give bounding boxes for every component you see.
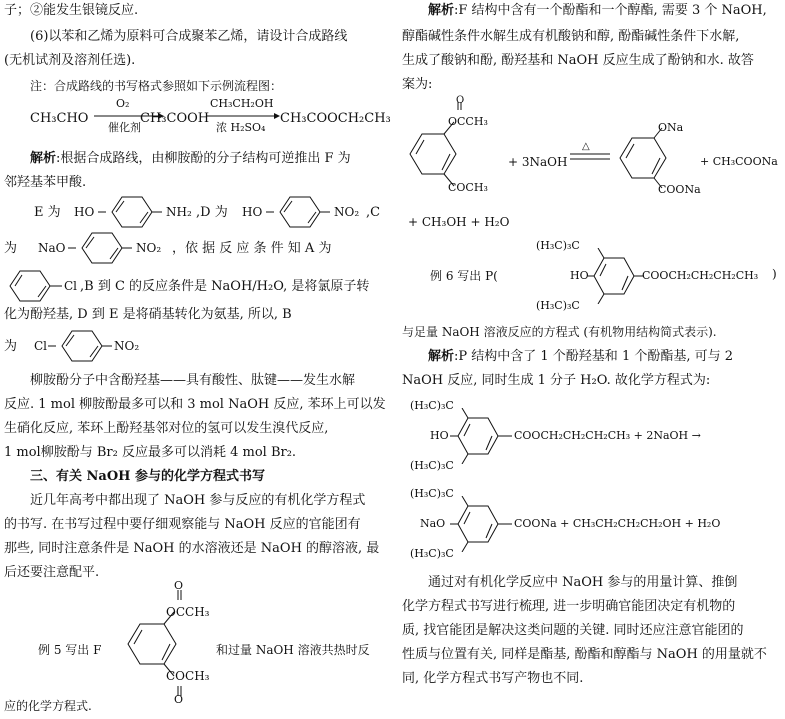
eq2-tbu-bottom-2: (H₃C)₃C (410, 547, 454, 560)
jiexi-label: 解析 (30, 151, 57, 166)
e-label: E 为 (34, 205, 61, 220)
eq1-o-top: O (456, 95, 465, 106)
b-no2: NO₂ (114, 339, 140, 353)
benzene-ring-d (266, 194, 330, 230)
eq2-tbu-top-2: (H₃C)₃C (410, 487, 454, 500)
text-line: 醇酯碱性条件水解生成有机酸钠和醇, 酚酯碱性条件下水解, (402, 29, 740, 44)
flow-arrow-2-top: CH₃CH₂OH (210, 97, 274, 110)
text-wei: 为 (4, 241, 18, 256)
ex6-ester: COOCH₂CH₂CH₂CH₃ (642, 269, 759, 282)
eq1-delta: △ (582, 141, 590, 152)
text-line: NaOH 反应, 同时生成 1 分子 H₂O. 故化学方程式为: (402, 373, 711, 388)
text-line: 邻羟基苯甲酸. (4, 175, 87, 190)
ex6-ho: HO (570, 269, 589, 282)
flow-end: CH₃COOCH₂CH₃ (280, 111, 391, 126)
eq1-coch3: COCH₃ (448, 181, 488, 194)
eq1-naoh: + 3NaOH (508, 155, 568, 169)
eq1-ona: ONa (658, 121, 684, 134)
flow-arrow-1-bottom: 催化剂 (108, 121, 141, 134)
text-line: 应的化学方程式. (4, 699, 92, 713)
jiexi-paragraph: 解析:F 结构中含有一个酚酯和一个醇酯, 需要 3 个 NaOH, (428, 3, 767, 18)
flow-arrow-2-bottom: 浓 H₂SO₄ (216, 121, 266, 134)
b-cl: Cl (34, 339, 48, 353)
f-occh3: OCCH₃ (166, 605, 210, 619)
text-line: 化为酚羟基, D 到 E 是将硝基转化为氨基, 所以, B (4, 307, 292, 322)
text-line: 近几年高考中都出现了 NaOH 参与反应的有机化学方程式 (30, 493, 366, 508)
f-o-top: O (174, 579, 184, 592)
text-line: 生成了酸钠和酚, 酚羟基和 NaOH 反应生成了酚钠和水. 故答 (402, 53, 754, 68)
eq2-ho: HO (430, 429, 449, 442)
text-line: 那些, 同时注意条件是 NaOH 的水溶液还是 NaOH 的醇溶液, 最 (4, 541, 380, 556)
eq1-coona: COONa (658, 183, 701, 196)
text-line: 与足量 NaOH 溶液反应的方程式 (有机物用结构简式表示). (402, 325, 717, 339)
jiexi-label: 解析 (428, 349, 455, 364)
jiexi-paragraph: 解析:P 结构中含了 1 个酚羟基和 1 个酚酯基, 可与 2 (428, 349, 734, 364)
d-ho: HO (242, 205, 263, 219)
ex6-tbu-bottom: (H₃C)₃C (536, 299, 580, 312)
d-label: ,D 为 (196, 205, 228, 220)
text-line: 注：合成路线的书写格式参照如下示例流程图： (30, 79, 283, 93)
text-line: 的书写. 在书写过程中要仔细观察能与 NaOH 反应的官能团有 (4, 517, 361, 532)
eq1-acetate: + CH₃COONa (700, 155, 778, 168)
structure-p (588, 248, 648, 304)
flow-arrow-1-top: O₂ (116, 97, 130, 110)
text-line: 子；②能发生银镜反应. (4, 3, 139, 18)
eq2-nao: NaO (420, 517, 446, 530)
eq1-line2: + CH₃OH + H₂O (408, 215, 510, 229)
structure-eq2-reactant (450, 408, 520, 464)
ex6-close: ) (772, 267, 777, 281)
ex6-tbu-top: (H₃C)₃C (536, 239, 580, 252)
eq2-products: COONa + CH₃CH₂CH₂CH₂OH + H₂O (514, 517, 721, 530)
text-line: 反应. 1 mol 柳胺酚最多可以和 3 mol NaOH 反应, 苯环上可以发 (4, 397, 386, 412)
structure-eq2-product (450, 496, 520, 552)
f-coch3: COCH₃ (166, 669, 210, 683)
text-line: 生硝化反应, 苯环上酚羟基邻对位的氢可以发生溴代反应, (4, 421, 329, 436)
flow-middle: CH₃COOH (140, 111, 210, 126)
benzene-ring-e (98, 194, 162, 230)
e-ho: HO (74, 205, 95, 219)
text-line: 案为: (402, 77, 433, 92)
flow-start: CH₃CHO (30, 111, 89, 126)
text-line: 质, 找官能团是解决这类问题的关键. 同时还应注意官能团的 (402, 623, 744, 638)
text-line: 柳胺酚分子中含酚羟基——具有酸性、肽键——发生水解 (30, 373, 356, 388)
c-nao: NaO (38, 241, 66, 255)
example-5-label: 例 5 写出 F (38, 643, 102, 657)
eq2-tbu-bottom: (H₃C)₃C (410, 459, 454, 472)
benzene-ring-c (68, 230, 132, 266)
text-line: 后还要注意配平. (4, 565, 100, 580)
eq2-tbu-top: (H₃C)₃C (410, 399, 454, 412)
eq1-equals (570, 152, 610, 162)
text-line: 和过量 NaOH 溶液共热时反 (216, 643, 370, 657)
c-no2: NO₂ (136, 241, 162, 255)
text-line: 化学方程式书写进行梳理, 进一步明确官能团决定有机物的 (402, 599, 736, 614)
text-line: (无机试剂及溶剂任选). (4, 53, 136, 68)
jiexi-label: 解析 (428, 3, 455, 18)
example-6-label: 例 6 写出 P( (430, 269, 498, 283)
benzene-ring-a (6, 268, 72, 304)
e-nh2: NH₂ (166, 205, 192, 219)
text-line: 性质与位置有关, 同样是酯基, 酚酯和醇酯与 NaOH 的用量就不 (402, 647, 767, 662)
text-line: 同, 化学方程式书写产物也不同. (402, 671, 584, 686)
eq2-ester: COOCH₂CH₂CH₂CH₃ + 2NaOH → (514, 429, 701, 442)
jiexi-paragraph: 解析:根据合成路线，由柳胺酚的分子结构可逆推出 F 为 (30, 151, 351, 166)
f-o-bottom: O (174, 693, 184, 706)
c-label: ,C (366, 205, 381, 220)
text-line: ，依 据 反 应 条 件 知 A 为 (172, 241, 332, 256)
section-heading: 三、有关 NaOH 参与的化学方程式书写 (30, 469, 265, 484)
text-line: (6)以苯和乙烯为原料可合成聚苯乙烯，请设计合成路线 (30, 29, 348, 44)
d-no2: NO₂ (334, 205, 360, 219)
eq1-occh3: OCCH₃ (448, 115, 488, 128)
text-line: ,B 到 C 的反应条件是 NaOH/H₂O, 是将氯原子转 (80, 279, 370, 294)
text-wei: 为 (4, 339, 18, 354)
a-cl: Cl (64, 279, 78, 293)
benzene-ring-b (48, 328, 112, 364)
text-line: 通过对有机化学反应中 NaOH 参与的用量计算、推倒 (428, 575, 738, 590)
text-line: 1 mol柳胺酚与 Br₂ 反应最多可以消耗 4 mol Br₂. (4, 445, 297, 460)
